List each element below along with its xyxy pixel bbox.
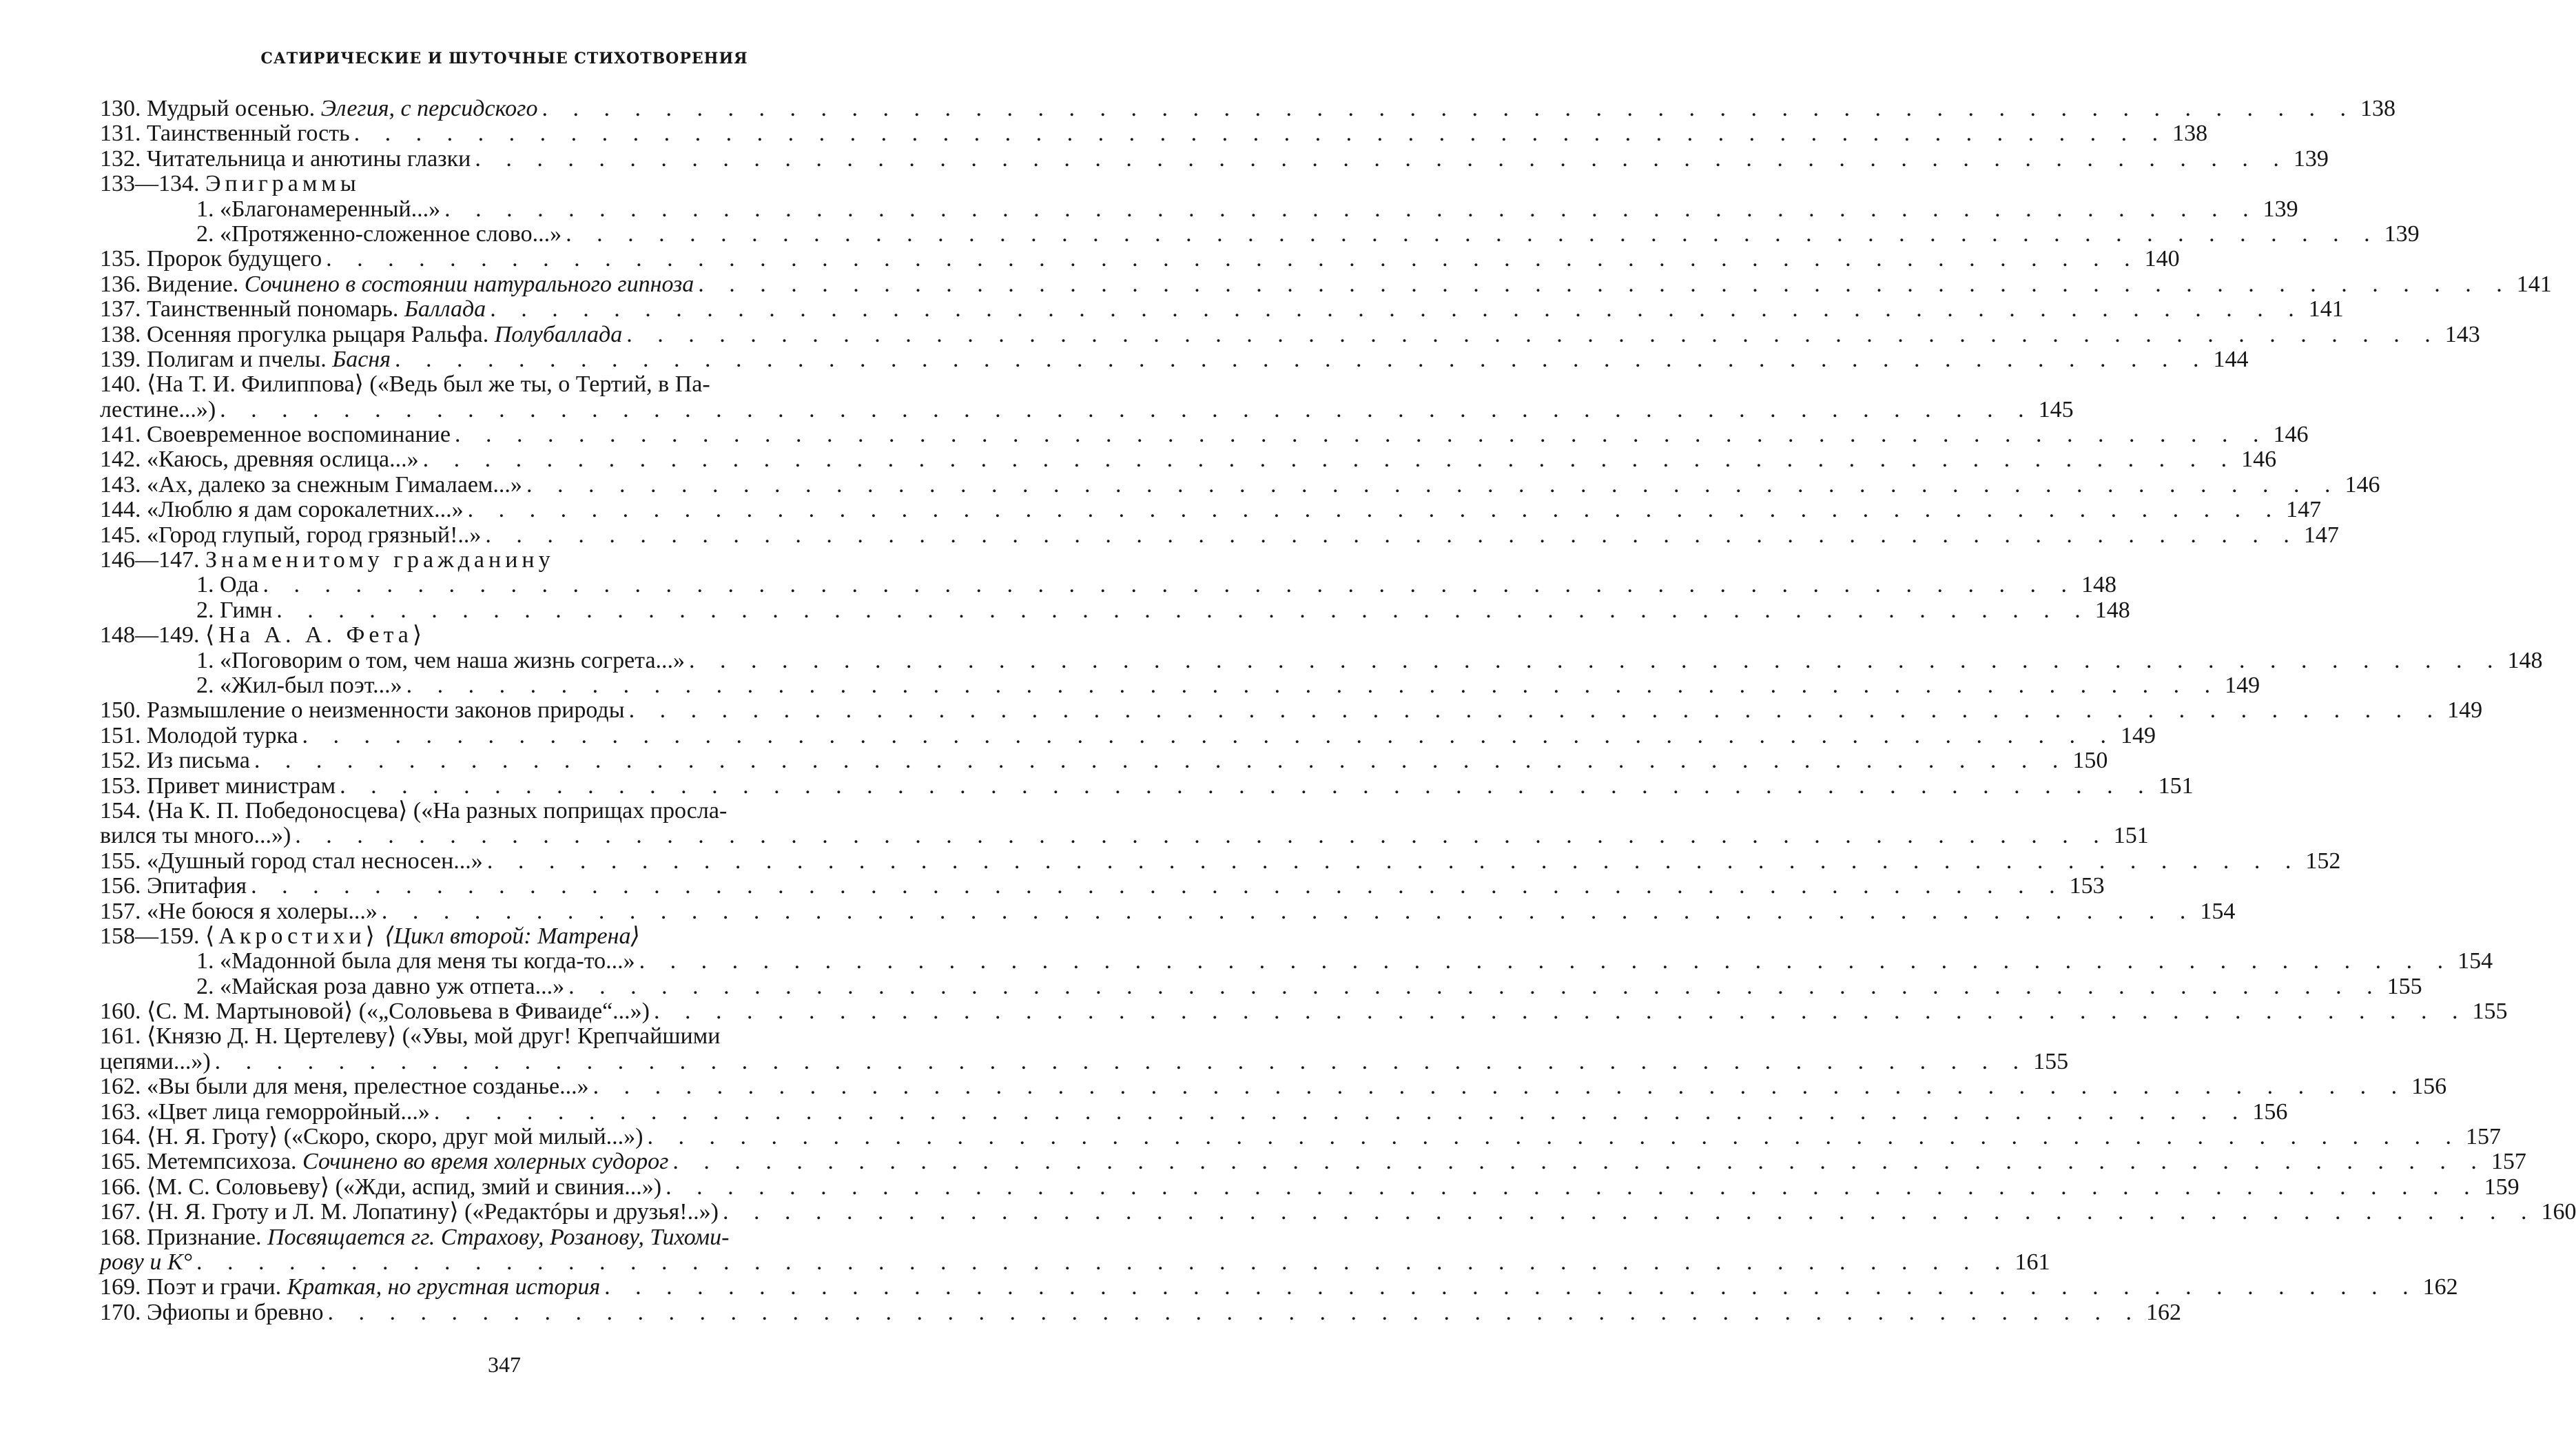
entry-title: ⟨На Т. И. Филиппова⟩ («Ведь был же ты, о Тертий, в Па- <box>147 371 710 398</box>
toc-entry <box>100 898 2236 924</box>
entry-page-number: 151 <box>2158 773 2194 799</box>
entry-number: 168. <box>100 1224 141 1250</box>
section-heading: Знаменитому гражданину <box>205 547 555 573</box>
entry-number: 130. <box>100 96 141 121</box>
entry-number: 156. <box>100 873 141 899</box>
page-number: 347 <box>488 1352 521 1377</box>
leader-dots: . . . . . . . . . . . . . . . . . . . . . . . . . . . . . . . . . . . . . . . . . . . . . . . . . . . . . . . . . . . <box>593 1074 2407 1100</box>
entry-title: Таинственный пономарь. <box>147 296 399 323</box>
entry-number: 141. <box>100 422 141 448</box>
toc-entry <box>100 1024 911 1049</box>
entry-number: 150. <box>100 697 141 724</box>
entry-title: Осенняя прогулка рыцаря Ральфа. <box>147 321 489 347</box>
leader-dots: . . . . . . . . . . . . . . . . . . . . . . . . . . . . . . . . . . . . . . . . . . . . . . . . . . . . . . . . . . . <box>566 221 2380 247</box>
subentry-number: 1. <box>196 948 214 974</box>
leader-dots: . . . . . . . . . . . . . . . . . . . . . . . . . . . . . . . . . . . . . . . . . . . . . . . . . . . . . . . . . . . <box>433 1098 2248 1125</box>
entry-page-number: 146 <box>2273 422 2309 448</box>
entry-number: 135. <box>100 246 141 272</box>
entry-number: 143. <box>100 471 141 498</box>
entry-number: 166. <box>100 1174 141 1200</box>
leader-dots: . . . . . . . . . . . . . . . . . . . . . . . . . . . . . . . . . . . . . . . . . . . . . . . . . . . . . . . . . . . <box>295 823 2109 849</box>
entry-number: 131. <box>100 121 141 147</box>
leader-dots: . . . . . . . . . . . . . . . . . . . . . . . . . . . . . . . . . . . . . . . . . . . . . . . . . . . . . . . . . . . <box>475 145 2289 172</box>
toc-entry <box>100 271 2552 297</box>
subentry-number: 2. <box>196 672 214 698</box>
leader-dots: . . . . . . . . . . . . . . . . . . . . . . . . . . . . . . . . . . . . . . . . . . . . . . . . . . . . . . . . . . . <box>214 1048 2029 1074</box>
entry-title: «Душный город стал несносен...» <box>147 848 483 874</box>
leader-dots: . . . . . . . . . . . . . . . . . . . . . . . . . . . . . . . . . . . . . . . . . . . . . . . . . . . . . . . . . . . <box>486 848 2301 874</box>
entry-page-number: 154 <box>2200 898 2236 924</box>
entry-number: 161. <box>100 1023 141 1050</box>
leader-dots: . . . . . . . . . . . . . . . . . . . . . . . . . . . . . . . . . . . . . . . . . . . . . . . . . . . . . . . . . . . <box>454 422 2269 448</box>
entry-number: 142. <box>100 447 141 473</box>
entry-number: 165. <box>100 1149 141 1175</box>
leader-dots: . . . . . . . . . . . . . . . . . . . . . . . . . . . . . . . . . . . . . . . . . . . . . . . . . . . . . . . . . . . <box>422 447 2237 473</box>
entry-number: 158—159. <box>100 923 200 949</box>
toc-entry <box>100 647 2543 673</box>
toc-entry <box>100 1124 2501 1150</box>
toc-entry <box>100 296 2344 323</box>
entry-title: Размышление о неизменности законов природы <box>147 697 625 724</box>
entry-number: 140. <box>100 371 141 398</box>
entry-title: ⟨М. С. Соловьеву⟩ («Жди, аспид, змий и свиния...») <box>147 1174 662 1200</box>
leader-dots: . . . . . . . . . . . . . . . . . . . . . . . . . . . . . . . . . . . . . . . . . . . . . . . . . . . . . . . . . . . <box>326 246 2140 272</box>
leader-dots: . . . . . . . . . . . . . . . . . . . . . . . . . . . . . . . . . . . . . . . . . . . . . . . . . . . . . . . . . . . <box>381 898 2196 924</box>
entry-number: 167. <box>100 1199 141 1225</box>
entry-page-number: 162 <box>2422 1274 2458 1300</box>
toc-entry <box>100 1299 2182 1325</box>
leader-dots: . . . . . . . . . . . . . . . . . . . . . . . . . . . . . . . . . . . . . . . . . . . . . . . . . . . . . . . . . . . <box>251 873 2065 899</box>
toc-entry <box>100 948 2493 974</box>
entry-title: Мудрый осенью. <box>147 96 316 121</box>
entry-page-number: 161 <box>2015 1249 2050 1275</box>
toc-entry <box>100 422 2309 448</box>
section-heading: Эпиграммы <box>205 171 360 197</box>
entry-number: 139. <box>100 346 141 372</box>
toc-entry <box>100 396 2074 422</box>
entry-page-number: 151 <box>2113 823 2149 849</box>
entry-title: Полигам и пчелы. <box>147 346 327 372</box>
toc-entry <box>100 196 2298 222</box>
entry-page-number: 147 <box>2303 522 2339 548</box>
entry-title: Своевременное воспоминание <box>147 422 451 448</box>
toc-entry <box>100 497 2322 523</box>
toc-entry <box>100 1225 911 1250</box>
entry-subtitle: Сочинено во время холерных судорог <box>302 1149 669 1175</box>
entry-page-number: 144 <box>2213 346 2249 372</box>
entry-page-number: 156 <box>2252 1098 2288 1125</box>
entry-number: 170. <box>100 1299 141 1325</box>
toc-entry <box>100 748 2108 774</box>
entry-page-number: 140 <box>2144 246 2180 272</box>
toc-entry <box>100 372 911 397</box>
entry-page-number: 145 <box>2038 396 2074 422</box>
entry-number: 164. <box>100 1124 141 1150</box>
entry-number: 151. <box>100 722 141 748</box>
entry-page-number: 148 <box>2507 647 2543 673</box>
entry-number: 169. <box>100 1274 141 1300</box>
entry-page-number: 148 <box>2094 597 2130 623</box>
entry-number: 154. <box>100 797 141 824</box>
entry-title: ⟨С. М. Мартыновой⟩ («„Соловьева в Фиваиде“...») <box>147 999 650 1025</box>
toc-entry <box>100 321 2480 347</box>
leader-dots: . . . . . . . . . . . . . . . . . . . . . . . . . . . . . . . . . . . . . . . . . . . . . . . . . . . . . . . . . . . <box>254 748 2068 774</box>
entry-title: Гимн <box>220 597 273 623</box>
entry-title: «Мадонной была для меня ты когда-то...» <box>220 948 635 974</box>
entry-number: 160. <box>100 999 141 1025</box>
entry-number: 133—134. <box>100 171 200 197</box>
toc-entry <box>100 823 2149 849</box>
toc-entry <box>100 873 2105 899</box>
section-heading: ⟨Акростихи⟩ <box>205 923 379 949</box>
entry-page-number: 159 <box>2484 1174 2520 1200</box>
entry-page-number: 146 <box>2241 447 2277 473</box>
leader-dots: . . . . . . . . . . . . . . . . . . . . . . . . . . . . . . . . . . . . . . . . . . . . . . . . . . . . . . . . . . . <box>327 1299 2142 1325</box>
leader-dots: . . . . . . . . . . . . . . . . . . . . . . . . . . . . . . . . . . . . . . . . . . . . . . . . . . . . . . . . . . . <box>302 722 2116 748</box>
leader-dots: . . . . . . . . . . . . . . . . . . . . . . . . . . . . . . . . . . . . . . . . . . . . . . . . . . . . . . . . . . . <box>689 647 2503 673</box>
leader-dots: . . . . . . . . . . . . . . . . . . . . . . . . . . . . . . . . . . . . . . . . . . . . . . . . . . . . . . . . . . . <box>698 271 2512 297</box>
entry-title: «Цвет лица геморройный...» <box>147 1098 430 1125</box>
leader-dots: . . . . . . . . . . . . . . . . . . . . . . . . . . . . . . . . . . . . . . . . . . . . . . . . . . . . . . . . . . . <box>722 1199 2537 1225</box>
entry-title: «Каюсь, древняя ослица...» <box>147 447 419 473</box>
leader-dots: . . . . . . . . . . . . . . . . . . . . . . . . . . . . . . . . . . . . . . . . . . . . . . . . . . . . . . . . . . . <box>542 96 2356 121</box>
entry-title: ⟨Князю Д. Н. Цертелеву⟩ («Увы, мой друг! Крепчайшими <box>147 1023 721 1050</box>
toc-entry <box>100 1249 2050 1275</box>
entry-number: 153. <box>100 773 141 799</box>
toc-entry <box>100 697 2483 724</box>
leader-dots: . . . . . . . . . . . . . . . . . . . . . . . . . . . . . . . . . . . . . . . . . . . . . . . . . . . . . . . . . . . <box>395 346 2209 372</box>
entry-title: Метемпсихоза. <box>147 1149 297 1175</box>
entry-title: «Город глупый, город грязный!..» <box>147 522 482 548</box>
table-of-contents <box>100 96 2576 1325</box>
leader-dots: . . . . . . . . . . . . . . . . . . . . . . . . . . . . . . . . . . . . . . . . . . . . . . . . . . . . . . . . . . . <box>568 973 2382 999</box>
toc-entry <box>100 848 2341 874</box>
toc-entry <box>100 221 2420 247</box>
entry-title: «Протяженно-сложенное слово...» <box>220 221 562 247</box>
entry-page-number: 155 <box>2033 1048 2069 1074</box>
entry-title: Привет министрам <box>147 773 336 799</box>
entry-page-number: 149 <box>2225 672 2260 698</box>
toc-entry <box>100 1274 2458 1300</box>
running-head: САТИРИЧЕСКИЕ И ШУТОЧНЫЕ СТИХОТВОРЕНИЯ <box>260 50 748 68</box>
toc-entry <box>100 799 911 824</box>
leader-dots: . . . . . . . . . . . . . . . . . . . . . . . . . . . . . . . . . . . . . . . . . . . . . . . . . . . . . . . . . . . <box>340 773 2154 799</box>
entry-page-number: 156 <box>2411 1074 2447 1100</box>
leader-dots: . . . . . . . . . . . . . . . . . . . . . . . . . . . . . . . . . . . . . . . . . . . . . . . . . . . . . . . . . . . <box>639 948 2453 974</box>
entry-page-number: 138 <box>2172 121 2208 147</box>
toc-entry <box>100 999 2508 1025</box>
leader-dots: . . . . . . . . . . . . . . . . . . . . . . . . . . . . . . . . . . . . . . . . . . . . . . . . . . . . . . . . . . . <box>604 1274 2418 1300</box>
entry-subtitle: ⟨Цикл второй: Матрена⟩ <box>384 923 640 949</box>
toc-entry <box>100 96 2395 121</box>
entry-number: 157. <box>100 898 141 924</box>
leader-dots: . . . . . . . . . . . . . . . . . . . . . . . . . . . . . . . . . . . . . . . . . . . . . . . . . . . . . . . . . . . <box>262 572 2077 598</box>
entry-title: «Благонамеренный...» <box>220 196 441 222</box>
entry-title: «Ах, далеко за снежным Гималаем...» <box>147 471 522 498</box>
entry-page-number: 141 <box>2516 271 2552 297</box>
toc-entry <box>100 1048 2069 1074</box>
leader-dots: . . . . . . . . . . . . . . . . . . . . . . . . . . . . . . . . . . . . . . . . . . . . . . . . . . . . . . . . . . . <box>666 1174 2480 1200</box>
toc-entry <box>100 447 2277 473</box>
entry-title: «Люблю я дам сорокалетних...» <box>147 497 464 523</box>
entry-page-number: 143 <box>2444 321 2480 347</box>
entry-subtitle: Сочинено в состоянии натурального гипноза <box>244 271 694 297</box>
entry-page-number: 157 <box>2491 1149 2526 1175</box>
toc-entry <box>100 246 2180 272</box>
toc-entry <box>100 597 2130 623</box>
entry-page-number: 153 <box>2069 873 2105 899</box>
entry-title: «Не боюся я холеры...» <box>147 898 378 924</box>
entry-page-number: 138 <box>2360 96 2395 121</box>
entry-page-number: 157 <box>2465 1124 2501 1150</box>
subentry-number: 1. <box>196 196 214 222</box>
toc-entry <box>100 773 2194 799</box>
entry-number: 155. <box>100 848 141 874</box>
entry-number: 146—147. <box>100 547 200 573</box>
entry-page-number: 148 <box>2081 572 2116 598</box>
entry-subtitle: Баллада <box>404 296 486 323</box>
entry-title: «Поговорим о том, чем наша жизнь согрета...» <box>220 647 686 673</box>
entry-page-number: 152 <box>2305 848 2341 874</box>
toc-entry <box>100 1098 2288 1125</box>
entry-page-number: 154 <box>2457 948 2493 974</box>
entry-number: 148—149. <box>100 622 200 648</box>
entry-number: 138. <box>100 321 141 347</box>
leader-dots: . . . . . . . . . . . . . . . . . . . . . . . . . . . . . . . . . . . . . . . . . . . . . . . . . . . . . . . . . . . <box>672 1149 2486 1175</box>
toc-entry <box>100 346 2249 372</box>
subentry-number: 2. <box>196 973 214 999</box>
toc-entry <box>100 973 2422 999</box>
entry-title: Читательница и анютины глазки <box>147 145 471 172</box>
toc-entry <box>100 471 2380 498</box>
leader-dots: . . . . . . . . . . . . . . . . . . . . . . . . . . . . . . . . . . . . . . . . . . . . . . . . . . . . . . . . . . . <box>220 396 2034 422</box>
toc-entry <box>100 121 2208 147</box>
entry-subtitle: Полубаллада <box>494 321 623 347</box>
entry-continuation: вился ты много...») <box>100 823 291 849</box>
entry-subtitle: Элегия, с персидского <box>320 96 538 121</box>
leader-dots: . . . . . . . . . . . . . . . . . . . . . . . . . . . . . . . . . . . . . . . . . . . . . . . . . . . . . . . . . . . <box>626 321 2440 347</box>
toc-entry <box>100 572 2116 598</box>
toc-entry <box>100 1174 2520 1200</box>
subentry-number: 2. <box>196 597 214 623</box>
subentry-number: 1. <box>196 647 214 673</box>
entry-page-number: 139 <box>2384 221 2420 247</box>
leader-dots: . . . . . . . . . . . . . . . . . . . . . . . . . . . . . . . . . . . . . . . . . . . . . . . . . . . . . . . . . . . <box>654 999 2468 1025</box>
section-heading: ⟨На А. А. Фета⟩ <box>205 622 426 648</box>
entry-title: Из письма <box>147 748 250 774</box>
toc-entry <box>100 1074 2447 1100</box>
entry-page-number: 141 <box>2308 296 2344 323</box>
toc-entry <box>100 172 911 196</box>
leader-dots: . . . . . . . . . . . . . . . . . . . . . . . . . . . . . . . . . . . . . . . . . . . . . . . . . . . . . . . . . . . <box>276 597 2090 623</box>
entry-subtitle: Басня <box>332 346 391 372</box>
leader-dots: . . . . . . . . . . . . . . . . . . . . . . . . . . . . . . . . . . . . . . . . . . . . . . . . . . . . . . . . . . . <box>490 296 2304 323</box>
entry-title: Таинственный гость <box>147 121 350 147</box>
leader-dots: . . . . . . . . . . . . . . . . . . . . . . . . . . . . . . . . . . . . . . . . . . . . . . . . . . . . . . . . . . . <box>467 497 2282 523</box>
entry-title: «Жил-был поэт...» <box>220 672 402 698</box>
entry-title: «Майская роза давно уж отпета...» <box>220 973 565 999</box>
leader-dots: . . . . . . . . . . . . . . . . . . . . . . . . . . . . . . . . . . . . . . . . . . . . . . . . . . . . . . . . . . . <box>485 522 2299 548</box>
subentry-number: 2. <box>196 221 214 247</box>
leader-dots: . . . . . . . . . . . . . . . . . . . . . . . . . . . . . . . . . . . . . . . . . . . . . . . . . . . . . . . . . . . <box>628 697 2443 724</box>
entry-subtitle: Посвящается гг. Страхову, Розанову, Тихоми- <box>267 1224 730 1250</box>
toc-entry <box>100 548 911 573</box>
entry-number: 137. <box>100 296 141 323</box>
entry-number: 162. <box>100 1074 141 1100</box>
entry-continuation: цепями...») <box>100 1048 211 1074</box>
entry-page-number: 150 <box>2072 748 2108 774</box>
entry-number: 163. <box>100 1098 141 1125</box>
leader-dots: . . . . . . . . . . . . . . . . . . . . . . . . . . . . . . . . . . . . . . . . . . . . . . . . . . . . . . . . . . . <box>353 121 2168 147</box>
entry-number: 132. <box>100 145 141 172</box>
leader-dots: . . . . . . . . . . . . . . . . . . . . . . . . . . . . . . . . . . . . . . . . . . . . . . . . . . . . . . . . . . . <box>196 1249 2010 1275</box>
entry-continuation: лестине...») <box>100 396 216 422</box>
leader-dots: . . . . . . . . . . . . . . . . . . . . . . . . . . . . . . . . . . . . . . . . . . . . . . . . . . . . . . . . . . . <box>526 471 2340 498</box>
entry-page-number: 147 <box>2286 497 2322 523</box>
entry-continuation: рову и К° <box>100 1249 193 1275</box>
toc-entry <box>100 522 2339 548</box>
leader-dots: . . . . . . . . . . . . . . . . . . . . . . . . . . . . . . . . . . . . . . . . . . . . . . . . . . . . . . . . . . . <box>647 1124 2461 1150</box>
entry-title: Пророк будущего <box>147 246 322 272</box>
entry-number: 136. <box>100 271 141 297</box>
leader-dots: . . . . . . . . . . . . . . . . . . . . . . . . . . . . . . . . . . . . . . . . . . . . . . . . . . . . . . . . . . . <box>406 672 2220 698</box>
toc-entry <box>100 672 2260 698</box>
toc-entry <box>100 1199 2576 1225</box>
toc-entry <box>100 1149 2526 1175</box>
toc-entry <box>100 145 2329 172</box>
entry-page-number: 160 <box>2541 1199 2576 1225</box>
toc-entry <box>100 924 911 949</box>
toc-entry <box>100 722 2156 748</box>
entry-title: Эфиопы и бревно <box>147 1299 324 1325</box>
entry-number: 145. <box>100 522 141 548</box>
entry-title: Ода <box>220 572 259 598</box>
subentry-number: 1. <box>196 572 214 598</box>
entry-title: ⟨Н. Я. Гроту и Л. М. Лопатину⟩ («Редактóры и друзья!..») <box>147 1199 719 1225</box>
entry-subtitle: Краткая, но грустная история <box>287 1274 601 1300</box>
entry-page-number: 146 <box>2345 471 2380 498</box>
entry-number: 144. <box>100 497 141 523</box>
entry-title: Поэт и грачи. <box>147 1274 282 1300</box>
entry-page-number: 139 <box>2263 196 2298 222</box>
entry-title: ⟨Н. Я. Гроту⟩ («Скоро, скоро, друг мой милый...») <box>147 1124 643 1150</box>
entry-number: 152. <box>100 748 141 774</box>
entry-page-number: 149 <box>2447 697 2483 724</box>
entry-page-number: 155 <box>2387 973 2422 999</box>
entry-title: ⟨На К. П. Победоносцева⟩ («На разных поприщах просла- <box>147 797 728 824</box>
entry-title: Видение. <box>147 271 239 297</box>
entry-title: Молодой турка <box>147 722 298 748</box>
entry-title: Эпитафия <box>147 873 247 899</box>
entry-page-number: 149 <box>2120 722 2156 748</box>
toc-entry <box>100 623 911 648</box>
entry-title: «Вы были для меня, прелестное созданье...» <box>147 1074 589 1100</box>
entry-page-number: 162 <box>2146 1299 2182 1325</box>
entry-page-number: 139 <box>2293 145 2329 172</box>
entry-title: Признание. <box>147 1224 262 1250</box>
leader-dots: . . . . . . . . . . . . . . . . . . . . . . . . . . . . . . . . . . . . . . . . . . . . . . . . . . . . . . . . . . . <box>444 196 2258 222</box>
entry-page-number: 155 <box>2472 999 2508 1025</box>
